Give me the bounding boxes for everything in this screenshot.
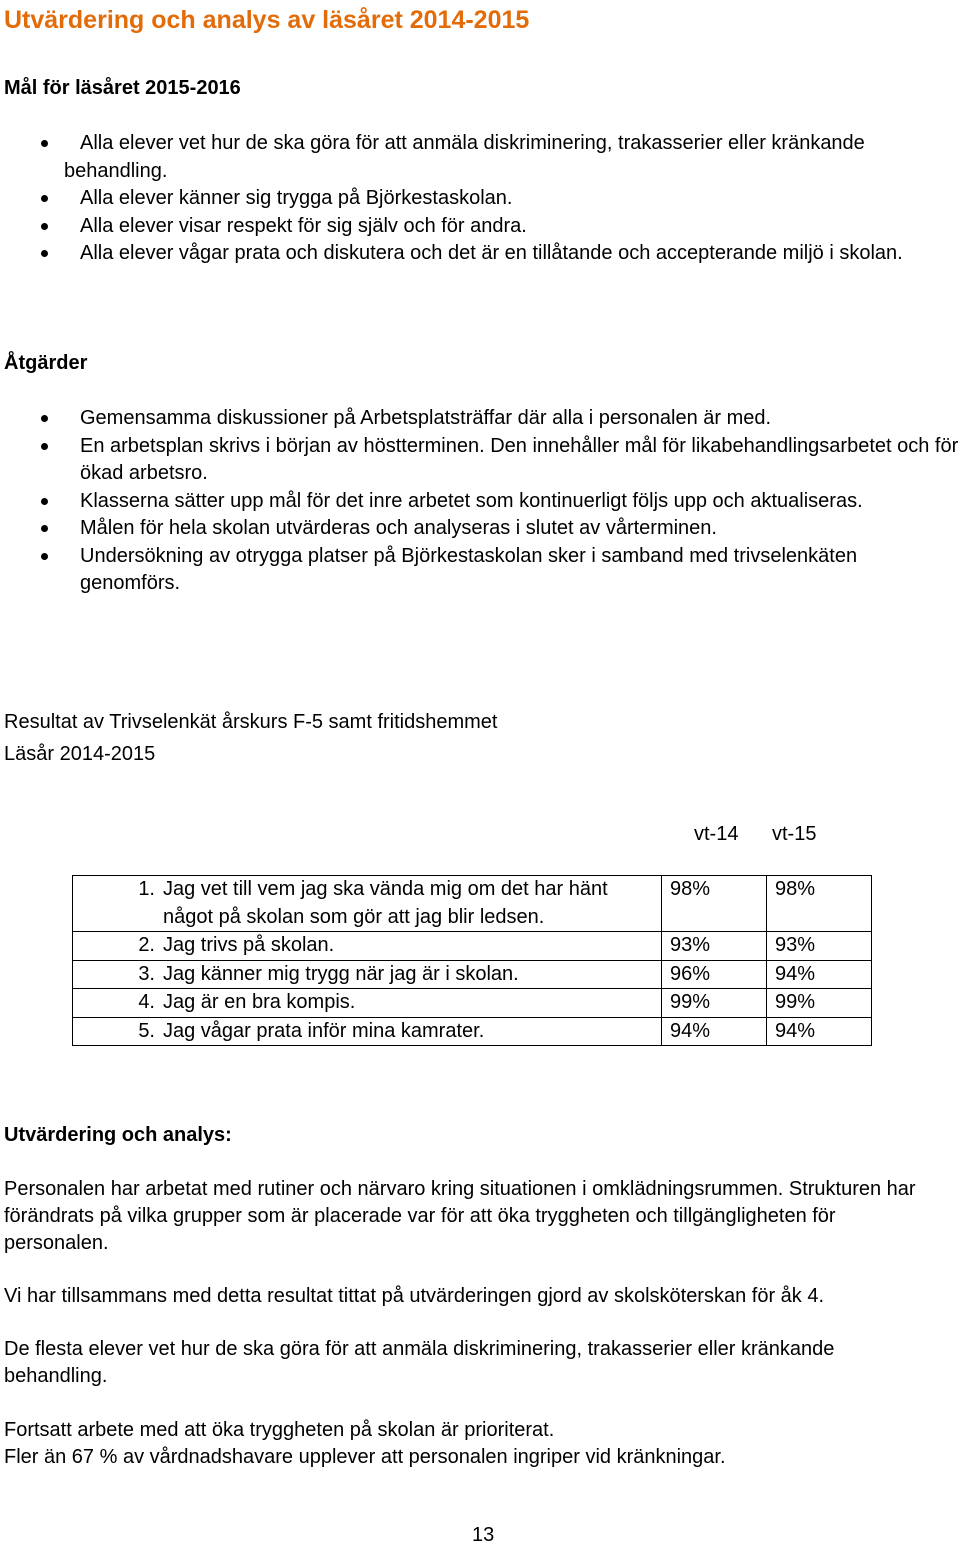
- analysis-paragraph-4b: Fler än 67 % av vårdnadshavare upplever att personalen ingriper vid kränkningar.: [4, 1446, 726, 1468]
- survey-year: Läsår 2014-2015: [4, 743, 156, 765]
- analysis-paragraph-3: De flesta elever vet hur de ska göra för att anmäla diskriminering, trakasserier eller kränkande behandling.: [4, 1338, 835, 1387]
- analysis-paragraph-2: Vi har tillsammans med detta resultat tittat på utvärderingen gjord av skolsköterskan för åk 4.: [4, 1285, 825, 1307]
- table-row: [73, 960, 872, 989]
- row-number: 5.: [138, 1019, 155, 1042]
- analysis-heading: Utvärdering och analys:: [4, 1124, 232, 1146]
- row-question: Jag vet till vem jag ska vända mig om det har hänt något på skolan som gör att jag blir ledsen.: [163, 878, 608, 928]
- analysis-paragraph-1: Personalen har arbetat med rutiner och närvaro kring situationen i omklädningsrummen. Strukturen har förändrats på vilka grupper som är placerade var för att öka tryggheten och tillgängligheten för personalen.: [4, 1178, 916, 1254]
- column-header-vt15: vt-15: [772, 823, 817, 845]
- list-item: [0, 130, 960, 185]
- analysis-paragraph-4a: Fortsatt arbete med att öka tryggheten på skolan är prioriterat.: [4, 1419, 555, 1441]
- survey-title: Resultat av Trivselenkät årskurs F-5 samt fritidshemmet: [4, 711, 498, 733]
- row-vt14: 99%: [670, 991, 711, 1013]
- table-row: [73, 1017, 872, 1046]
- list-item: Alla elever vågar prata och diskutera och det är en tillåtande och accepterande miljö i skolan.: [0, 240, 960, 268]
- row-vt15: 98%: [775, 878, 816, 900]
- row-question: Jag vågar prata inför mina kamrater.: [163, 1019, 485, 1042]
- goals-list: [0, 130, 960, 268]
- list-item: Alla elever visar respekt för sig själv och för andra.: [0, 213, 960, 241]
- table-row: [73, 876, 872, 932]
- list-item: Undersökning av otrygga platser på Björkestaskolan sker i samband med trivselenkäten genomförs.: [0, 543, 960, 598]
- row-vt15: 94%: [775, 962, 816, 985]
- list-item: En arbetsplan skrivs i början av höstterminen. Den innehåller mål för likabehandlingsarbetet och för ökad arbetsro.: [0, 433, 960, 488]
- goals-heading: Mål för läsåret 2015-2016: [4, 77, 241, 99]
- list-item: Målen för hela skolan utvärderas och analyseras i slutet av vårterminen.: [0, 515, 960, 543]
- actions-list: [0, 405, 960, 598]
- row-vt15: 94%: [775, 1019, 816, 1042]
- page-number: 13: [472, 1524, 495, 1546]
- row-question: Jag känner mig trygg när jag är i skolan.: [163, 962, 519, 985]
- list-item: Alla elever känner sig trygga på Björkestaskolan.: [0, 185, 960, 213]
- row-number: 1.: [138, 878, 155, 900]
- page-title: Utvärdering och analys av läsåret 2014-2015: [4, 6, 530, 34]
- row-vt15: 93%: [775, 934, 816, 956]
- row-vt14: 98%: [670, 878, 711, 900]
- row-question: Jag är en bra kompis.: [163, 991, 356, 1013]
- actions-heading: Åtgärder: [4, 352, 88, 374]
- row-number: 2.: [138, 934, 155, 956]
- goals-item-1: Alla elever vet hur de ska göra för att anmäla diskriminering, trakasserier eller kränkande: [80, 132, 865, 154]
- goals-item-1-continuation: behandling.: [64, 159, 168, 182]
- row-vt14: 93%: [670, 934, 711, 956]
- row-question: Jag trivs på skolan.: [163, 934, 335, 956]
- list-item: Gemensamma diskussioner på Arbetsplatsträffar där alla i personalen är med.: [0, 405, 960, 433]
- row-number: 4.: [138, 991, 155, 1013]
- table-row: [73, 989, 872, 1018]
- row-vt14: 94%: [670, 1019, 711, 1042]
- survey-results-table: [72, 875, 872, 1046]
- table-row: [73, 932, 872, 961]
- row-vt14: 96%: [670, 962, 711, 985]
- column-header-vt14: vt-14: [694, 823, 739, 845]
- row-vt15: 99%: [775, 991, 816, 1013]
- list-item: Klasserna sätter upp mål för det inre arbetet som kontinuerligt följs upp och aktualiseras.: [0, 488, 960, 516]
- row-number: 3.: [138, 962, 155, 985]
